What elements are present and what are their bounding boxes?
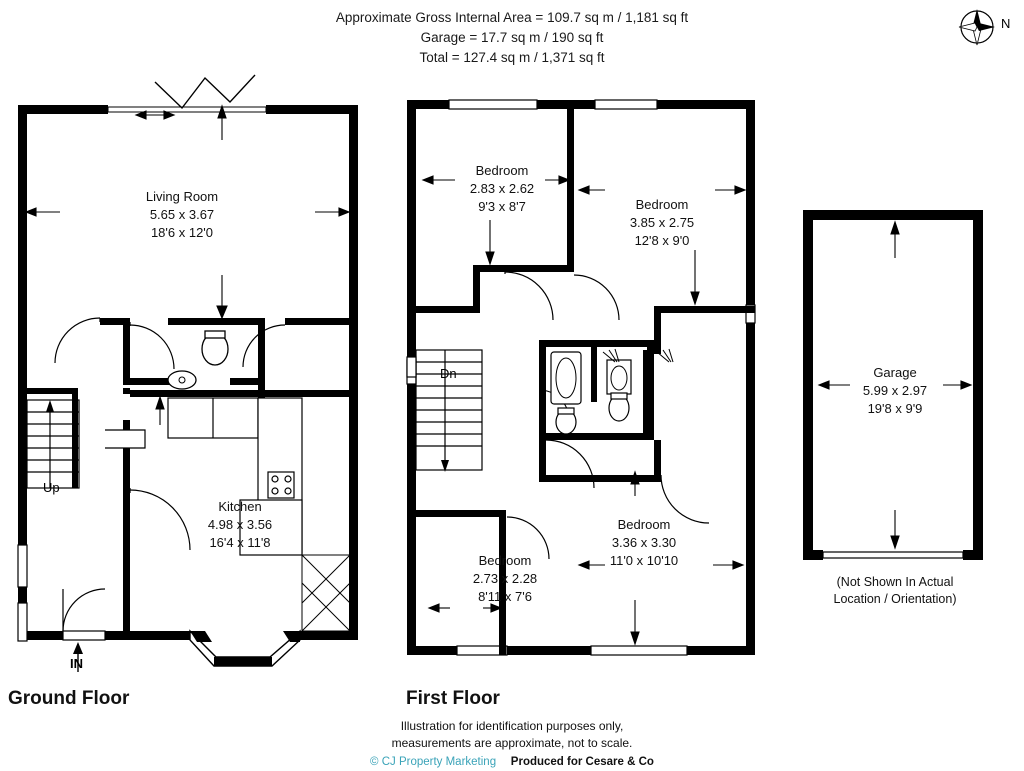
bedroom-4-name: Bedroom <box>478 553 532 568</box>
living-room-imperial: 18'6 x 12'0 <box>150 225 214 240</box>
garage-note-line-2: Location / Orientation) <box>833 592 957 606</box>
footer-disclaimer <box>0 718 1024 771</box>
footer-produced-for: Produced for Cesare & Co <box>510 756 654 768</box>
bedroom-3-metric: 3.36 x 3.30 <box>611 535 677 550</box>
footer-line-2: measurements are approximate, not to scale. <box>391 736 633 750</box>
first-floor-title: First Floor <box>406 688 500 709</box>
header-gross-internal-area: Approximate Gross Internal Area = 109.7 sq m / 1,181 sq ft <box>335 10 689 25</box>
kitchen-name: Kitchen <box>218 499 262 514</box>
bedroom-1-imperial: 9'3 x 8'7 <box>478 199 526 214</box>
room-label-bedroom-4 <box>446 552 564 606</box>
living-room-metric: 5.65 x 3.67 <box>149 207 215 222</box>
room-label-garage <box>836 364 954 418</box>
garage-imperial: 19'8 x 9'9 <box>867 401 923 416</box>
room-label-bedroom-2 <box>603 196 721 250</box>
footer-line-1: Illustration for identification purposes only, <box>400 719 624 733</box>
bedroom-2-metric: 3.85 x 2.75 <box>629 215 695 230</box>
kitchen-metric: 4.98 x 3.56 <box>207 517 273 532</box>
bedroom-1-name: Bedroom <box>475 163 529 178</box>
garage-name: Garage <box>873 365 917 380</box>
stairs-up-label: Up <box>43 480 60 495</box>
bedroom-4-metric: 2.73 x 2.28 <box>472 571 538 586</box>
header-total-area: Total = 127.4 sq m / 1,371 sq ft <box>419 50 605 65</box>
entrance-in-label: IN <box>70 656 83 671</box>
bedroom-3-name: Bedroom <box>617 517 671 532</box>
header-area-summary <box>0 8 1024 68</box>
room-label-kitchen <box>170 498 310 552</box>
bedroom-2-name: Bedroom <box>635 197 689 212</box>
bedroom-3-imperial: 11'0 x 10'10 <box>609 553 679 568</box>
garage-location-note <box>790 574 1000 608</box>
bedroom-1-metric: 2.83 x 2.62 <box>469 181 535 196</box>
bedroom-2-imperial: 12'8 x 9'0 <box>634 233 690 248</box>
garage-note-line-1: (Not Shown In Actual <box>836 575 954 589</box>
living-room-name: Living Room <box>145 189 219 204</box>
room-label-living-room <box>112 188 252 242</box>
room-label-bedroom-3 <box>585 516 703 570</box>
garage-metric: 5.99 x 2.97 <box>862 383 928 398</box>
bedroom-4-imperial: 8'11 x 7'6 <box>478 589 532 604</box>
header-garage-area: Garage = 17.7 sq m / 190 sq ft <box>420 30 604 45</box>
ground-floor-title: Ground Floor <box>8 688 130 709</box>
room-label-bedroom-1 <box>443 162 561 216</box>
compass-north-label: N <box>1001 16 1011 31</box>
stairs-down-label: Dn <box>440 366 457 381</box>
compass-rose-icon <box>955 5 999 49</box>
ground-floor-plan <box>0 60 400 700</box>
kitchen-imperial: 16'4 x 11'8 <box>209 535 271 550</box>
footer-copyright: © CJ Property Marketing <box>370 756 497 768</box>
